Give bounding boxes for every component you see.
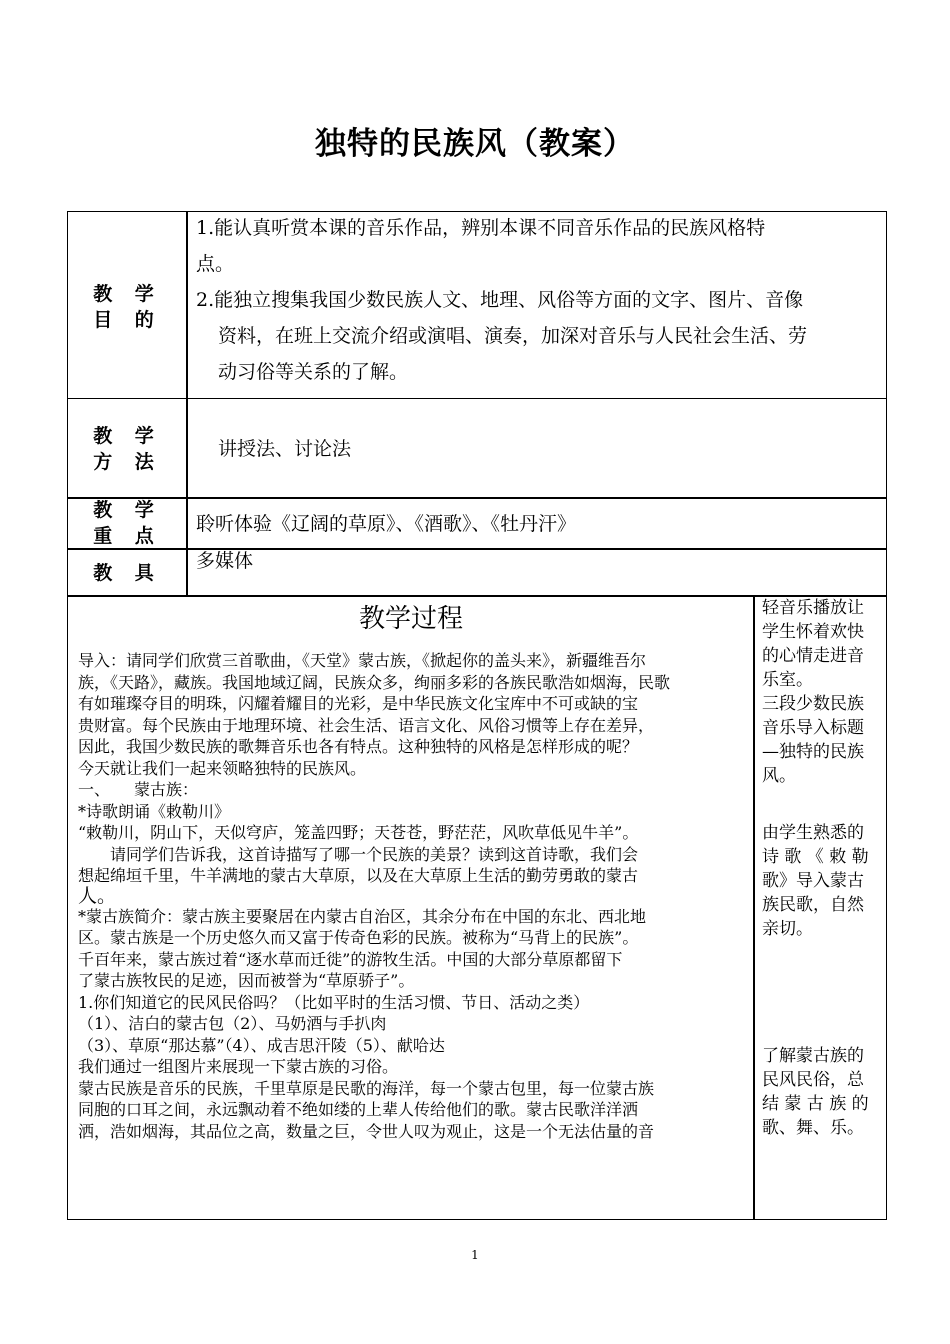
process-line: 同胞的口耳之间，永远飘动着不绝如缕的上辈人传给他们的歌。蒙古民歌洋洋洒 bbox=[78, 1100, 639, 1119]
process-line: *诗歌朗诵《敕勒川》 bbox=[78, 801, 231, 821]
process-line: 我们通过一组图片来展现一下蒙古族的习俗。 bbox=[78, 1057, 399, 1076]
tools-label: 教 具 bbox=[93, 562, 162, 584]
teaching-note-3 bbox=[762, 1044, 880, 1140]
process-line: 贵财富。每个民族由于地理环境、社会生活、语言文化、风俗习惯等上存在差异， bbox=[78, 715, 655, 735]
objective-line: 2.能独立搜集我国少数民族人文、地理、风俗等方面的文字、图片、音像 bbox=[196, 289, 804, 311]
process-line: 人。 bbox=[78, 884, 117, 907]
note-line: 歌、舞、乐。 bbox=[762, 1118, 864, 1138]
focus-label-line2: 重 点 bbox=[93, 525, 162, 547]
objective-label bbox=[67, 281, 188, 333]
objective-line: 1.能认真听赏本课的音乐作品，辨别本课不同音乐作品的民族风格特 bbox=[196, 217, 766, 239]
tools-content-cell bbox=[186, 548, 887, 597]
note-line: 由学生熟悉的 bbox=[762, 823, 864, 843]
process-line: 今天就让我们一起来领略独特的民族风。 bbox=[78, 758, 367, 778]
process-line: *蒙古族简介：蒙古族主要聚居在内蒙古自治区，其余分布在中国的东北、西北地 bbox=[78, 906, 647, 926]
process-line: 因此，我国少数民族的歌舞音乐也各有特点。这种独特的风格是怎样形成的呢？ bbox=[78, 737, 639, 756]
teaching-note-1 bbox=[762, 596, 880, 788]
process-line: 洒，浩如烟海，其品位之高，数量之巨，令世人叹为观止，这是一个无法估量的音 bbox=[78, 1121, 655, 1141]
process-line: 千百年来，蒙古族过着“逐水草而迁徙”的游牧生活。中国的大部分草原都留下 bbox=[78, 949, 623, 969]
process-body bbox=[78, 650, 750, 1142]
process-line: “敕勒川，阴山下，天似穹庐，笼盖四野；天苍苍，野茫茫，风吹草低见牛羊”。 bbox=[78, 823, 639, 842]
focus-label bbox=[67, 497, 188, 549]
page-number: 1 bbox=[471, 1248, 479, 1262]
process-line: 族，《天路》，藏族。我国地域辽阔，民族众多，绚丽多彩的各族民歌浩如烟海，民歌 bbox=[78, 672, 671, 692]
method-label-line1: 教 学 bbox=[93, 425, 162, 447]
process-line: 1.你们知道它的民风民俗吗？（比如平时的生活习惯、节日、活动之类） bbox=[78, 992, 590, 1012]
process-line: 了蒙古族牧民的足迹，因而被誉为“草原骄子”。 bbox=[78, 971, 415, 990]
note-line: —独特的民族 bbox=[762, 742, 864, 762]
note-line: 的心情走进音 bbox=[762, 646, 864, 666]
process-line: 一、 蒙古族： bbox=[78, 780, 199, 799]
note-line: 三段少数民族 bbox=[762, 694, 864, 714]
process-line: （3）、草原“那达慕”（4）、成吉思汗陵（5）、献哈达 bbox=[78, 1035, 445, 1055]
method-value: 讲授法、讨论法 bbox=[218, 438, 352, 460]
teaching-note-2 bbox=[762, 821, 880, 941]
note-line: 诗 歌 《 敕 勒 bbox=[762, 847, 869, 867]
note-line: 轻音乐播放让 bbox=[762, 598, 864, 618]
note-line: 结 蒙 古 族 的 bbox=[762, 1094, 869, 1114]
method-label bbox=[67, 423, 188, 475]
focus-value: 聆听体验《辽阔的草原》、《酒歌》、《牡丹汗》 bbox=[196, 513, 577, 535]
note-line: 亲切。 bbox=[762, 919, 813, 939]
method-label-line2: 方 法 bbox=[93, 451, 162, 473]
process-heading: 教学过程 bbox=[358, 604, 463, 634]
note-line: 乐室。 bbox=[762, 670, 813, 690]
note-line: 风。 bbox=[762, 766, 796, 786]
tools-value: 多媒体 bbox=[196, 550, 254, 572]
objective-line: 动习俗等关系的了解。 bbox=[218, 361, 409, 383]
process-line: 区。蒙古族是一个历史悠久而又富于传奇色彩的民族。被称为“马背上的民族”。 bbox=[78, 928, 639, 947]
process-line: 有如璀璨夺目的明珠，闪耀着耀目的光彩，是中华民族文化宝库中不可或缺的宝 bbox=[78, 694, 639, 713]
process-line: 蒙古民族是音乐的民族，千里草原是民歌的海洋，每一个蒙古包里，每一位蒙古族 bbox=[78, 1078, 655, 1098]
process-line: 导入：请同学们欣赏三首歌曲，《天堂》蒙古族，《掀起你的盖头来》，新疆维吾尔 bbox=[78, 651, 647, 670]
objective-line: 点。 bbox=[196, 253, 235, 275]
objective-text bbox=[196, 210, 881, 390]
objective-line: 资料，在班上交流介绍或演唱、演奏，加深对音乐与人民社会生活、劳 bbox=[218, 325, 808, 347]
objective-label-line1: 教 学 bbox=[93, 283, 162, 305]
process-line: 想起绵垣千里，牛羊满地的蒙古大草原，以及在大草原上生活的勤劳勇敢的蒙古 bbox=[78, 866, 639, 885]
document-title: 独特的民族风（教案） bbox=[315, 126, 635, 162]
note-line: 了解蒙古族的 bbox=[762, 1046, 864, 1066]
process-line: 请同学们告诉我，这首诗描写了哪一个民族的美景？读到这首诗歌，我们会 bbox=[78, 844, 639, 864]
note-line: 学生怀着欢快 bbox=[762, 622, 864, 642]
process-line: （1）、洁白的蒙古包（2）、马奶酒与手扒肉 bbox=[78, 1014, 387, 1033]
note-line: 族民歌，自然 bbox=[762, 895, 864, 915]
note-line: 民风民俗，总 bbox=[762, 1070, 864, 1090]
objective-label-line2: 目 的 bbox=[93, 309, 162, 331]
focus-label-line1: 教 学 bbox=[93, 499, 162, 521]
note-line: 歌》导入蒙古 bbox=[762, 871, 864, 891]
note-line: 音乐导入标题 bbox=[762, 718, 864, 738]
